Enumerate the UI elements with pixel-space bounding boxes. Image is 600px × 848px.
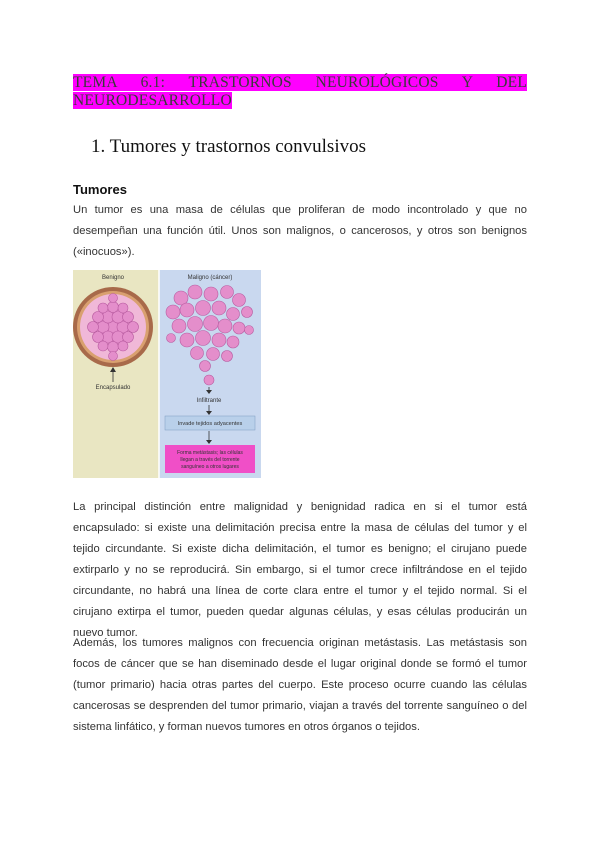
malignant-label: Maligno (cáncer) — [187, 275, 233, 281]
invades-label: Invade tejidos adyacentes — [177, 421, 243, 427]
section-title: 1. Tumores y trastornos convulsivos — [91, 136, 366, 157]
paragraph-definition: Un tumor es una masa de células que proliferan de modo incontrolado y que no desempeñan una función útil. Unos son malignos, o cancerosos, y otros son benignos («inocuos»). — [73, 204, 527, 258]
metastasis-line-3: sanguíneo a otros lugares — [181, 464, 239, 470]
tumor-figure — [73, 270, 261, 478]
infiltrating-label: Infiltrante — [196, 398, 222, 404]
metastasis-line-2: llegan a través del torrente — [180, 457, 240, 463]
subheading-tumores: Tumores — [73, 182, 127, 197]
topic-heading-text: TEMA 6.1: TRASTORNOS NEUROLÓGICOS Y DEL NEURODESARROLLO — [73, 74, 527, 109]
benign-tumor-illustration — [73, 287, 153, 367]
topic-heading — [73, 74, 527, 110]
paragraph-distinction: La principal distinción entre malignidad y benignidad radica en si el tumor está encapsulado: si existe una delimitación precisa entre la masa de células del tumor y el tejido circundante. Si existe dicha delimitación, el tumor es benigno; el cirujano puede extirparlo y no se reproducirá. Sin embargo, si el tumor crece infiltrándose en el tejido circundante, no habrá una línea de corte clara entre el tumor y el tejido normal. Si el cirujano extirpa el tumor, pueden quedar algunas células, y esas células producirán un nuevo tumor. — [73, 501, 527, 639]
encapsulated-label: Encapsulado — [95, 385, 131, 391]
paragraph-metastasis: Además, los tumores malignos con frecuencia originan metástasis. Las metástasis son focos de cáncer que se han diseminado desde el lugar original donde se formó el tumor (tumor primario) hacia otras partes del cuerpo. Este proceso ocurre cuando las células cancerosas se desprenden del tumor primario, viajan a través del torrente sanguíneo o del sistema linfático, y forman nuevos tumores en otros órganos o tejidos. — [73, 637, 527, 733]
benign-label: Benigno — [101, 275, 125, 281]
metastasis-line-1: Forma metástasis; las células — [177, 450, 243, 456]
